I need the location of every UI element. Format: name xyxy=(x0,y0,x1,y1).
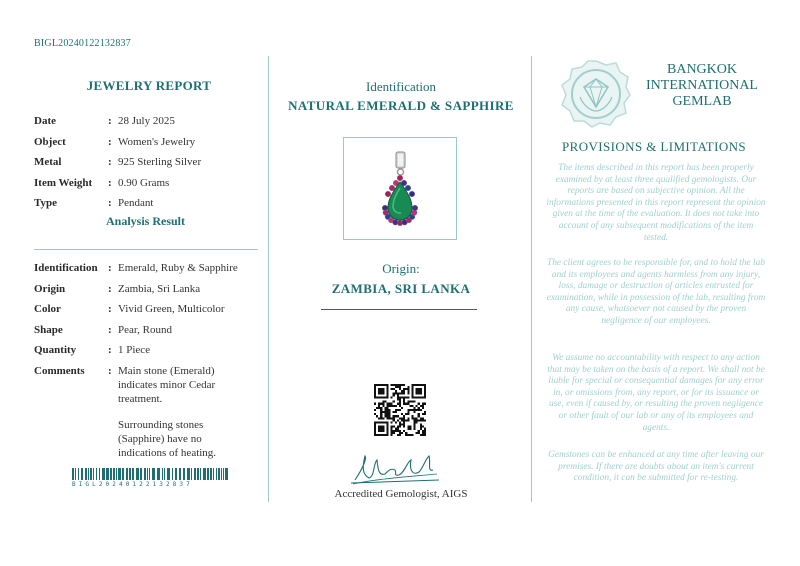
barcode-bar xyxy=(132,468,134,480)
comments-text xyxy=(118,364,264,460)
origin-value: ZAMBIA, SRI LANKA xyxy=(331,281,471,296)
barcode-bar xyxy=(172,468,173,480)
barcode-bar xyxy=(203,468,206,480)
barcode-bar xyxy=(140,468,142,480)
barcode-bar xyxy=(164,468,165,480)
column-divider-right xyxy=(531,56,532,502)
barcode-bar xyxy=(221,468,222,480)
info-label: Object xyxy=(34,135,66,148)
barcode-bar xyxy=(152,468,155,480)
analysis-label: Color xyxy=(34,303,61,315)
identification-value: NATURAL EMERALD & SAPPHIRE xyxy=(288,98,514,113)
barcode-bar xyxy=(118,468,121,480)
provisions-paragraph: Gemstones can be enhanced at any time after leaving our premises. If there are doubts about an item's current condition, it can be submitted for re-testing. xyxy=(548,450,764,484)
analysis-result-title: Analysis Result xyxy=(106,213,186,228)
jewelry-report-title: JEWELRY REPORT xyxy=(86,78,212,93)
info-label: Type xyxy=(34,197,58,209)
barcode-bar xyxy=(157,468,160,480)
item-photo xyxy=(343,137,457,240)
comment-paragraph: Main stone (Emerald) indicates minor Cedar treatment. xyxy=(118,364,216,405)
barcode-bar xyxy=(187,468,190,480)
gemologist-label: Accredited Gemologist, AIGS xyxy=(334,488,468,500)
info-value: Pendant xyxy=(118,197,154,209)
barcode-bar xyxy=(210,468,212,480)
analysis-row-identification: Identification : Emerald, Ruby & Sapphire xyxy=(34,261,264,282)
analysis-label: Quantity xyxy=(34,344,77,356)
barcode-bar xyxy=(99,468,100,480)
jewelry-report-section xyxy=(34,78,264,229)
barcode-bar xyxy=(81,468,83,480)
info-label: Metal xyxy=(34,156,62,168)
analysis-section xyxy=(34,261,264,460)
barcode-bar xyxy=(72,468,74,480)
analysis-value: Emerald, Ruby & Sapphire xyxy=(118,262,238,274)
origin-label: Origin: xyxy=(382,261,420,276)
basic-info-table xyxy=(34,114,264,217)
barcode-bar xyxy=(149,468,150,480)
barcode-bar xyxy=(102,468,105,480)
analysis-value: Pear, Round xyxy=(118,323,172,336)
info-row-object: Object : Women's Jewelry xyxy=(34,135,264,156)
info-row-item-weight: Item Weight : 0.90 Grams xyxy=(34,176,264,197)
barcode-bar xyxy=(194,468,196,480)
analysis-value: Vivid Green, Multicolor xyxy=(118,303,225,315)
analysis-row-shape: Shape : Pear, Round xyxy=(34,323,264,344)
barcode-bar xyxy=(175,468,177,480)
barcode-bar xyxy=(223,468,224,480)
provisions-paragraph: The client agrees to be responsible for, and to hold the lab and its employees and agents harmless from any injury, loss, damage or destruction of articles entrusted for examination, while in possession of the lab, resulting from any cause, whatsoever not caused by the proven negligence of our employees. xyxy=(546,258,766,326)
analysis-row-quantity: Quantity : 1 Piece xyxy=(34,343,264,364)
analysis-label: Shape xyxy=(34,323,63,336)
gemologist-signature xyxy=(345,450,445,490)
pendant-image xyxy=(344,138,456,239)
barcode-bar xyxy=(218,468,220,480)
lab-logo-icon xyxy=(560,59,632,129)
analysis-label: Comments xyxy=(34,364,85,377)
info-value: 0.90 Grams xyxy=(118,176,170,189)
barcode-bar xyxy=(213,468,214,480)
barcode-bar xyxy=(144,468,146,480)
barcode-bar xyxy=(75,468,76,480)
identification-label: Identification xyxy=(365,79,437,94)
analysis-value: 1 Piece xyxy=(118,344,151,356)
barcode-bar xyxy=(96,468,97,480)
barcode-bar xyxy=(136,468,139,480)
barcode-bar xyxy=(147,468,148,480)
analysis-divider xyxy=(34,249,258,250)
barcode-bar xyxy=(191,468,192,480)
barcode-number: BIGL20240122132837 xyxy=(72,481,193,488)
analysis-row-comments: Comments : Main stone (Emerald) indicates minor Cedar treatment. Surrounding stones (Sapphire) have no indications of heating. xyxy=(34,364,264,460)
info-value: 925 Sterling Silver xyxy=(118,156,202,168)
barcode-bar xyxy=(113,468,116,480)
barcode-bar xyxy=(225,468,228,480)
comment-paragraph: Surrounding stones (Sapphire) have no indications of heating. xyxy=(118,418,217,459)
analysis-label: Identification xyxy=(34,262,98,274)
info-row-type: Type : Pendant xyxy=(34,196,264,217)
provisions-paragraph: The items described in this report has been properly examined by at least three qualified gemologists. Our reports are based on subjective opinion. All the informations presented in this report represent the opinion given at the time of the evaluation. It does not take into account of any subsequent modifications of the item tested. xyxy=(546,163,766,243)
info-row-date: Date : 28 July 2025 xyxy=(34,114,264,135)
barcode-bar xyxy=(197,468,200,480)
barcode-bar xyxy=(93,468,94,480)
report-id: BIGL20240122132837 xyxy=(34,38,131,49)
barcode-bar xyxy=(122,468,124,480)
barcode-bar xyxy=(179,468,181,480)
barcode-bar xyxy=(110,468,112,480)
barcode-bar xyxy=(126,468,128,480)
analysis-row-origin: Origin : Zambia, Sri Lanka xyxy=(34,282,264,303)
info-row-metal: Metal : 925 Sterling Silver xyxy=(34,155,264,176)
barcode-bar xyxy=(129,468,131,480)
barcode-bar xyxy=(90,468,92,480)
barcode-bar xyxy=(116,468,117,480)
barcode-bar xyxy=(183,468,185,480)
barcode-bar xyxy=(207,468,209,480)
qr-code xyxy=(374,384,426,436)
analysis-table xyxy=(34,261,264,460)
info-label: Date xyxy=(34,115,56,127)
barcode xyxy=(72,468,230,480)
info-label: Item Weight xyxy=(34,176,93,189)
barcode-bar xyxy=(200,468,201,480)
barcode-bar xyxy=(216,468,217,480)
info-value: 28 July 2025 xyxy=(118,115,175,127)
analysis-value: Zambia, Sri Lanka xyxy=(118,282,201,295)
barcode-bar xyxy=(106,468,109,480)
barcode-bar xyxy=(88,468,89,480)
lab-name: BANGKOK INTERNATIONAL GEMLAB xyxy=(646,62,758,109)
provisions-paragraph: We assume no accountability with respect to any action that may be taken on the basis of a report. We shall not be liable for special or consequential damages for any error in, or omissions from, any report, or for its issuance or use, even if caused by, or resulting the proven negligence or other fault of our lab or any of its employees and agents. xyxy=(547,353,765,433)
analysis-row-color: Color : Vivid Green, Multicolor xyxy=(34,302,264,323)
origin-underline xyxy=(321,309,477,310)
barcode-bar xyxy=(85,468,87,480)
barcode-bar xyxy=(78,468,79,480)
barcode-bar xyxy=(162,468,163,480)
column-divider-left xyxy=(268,56,269,502)
info-value: Women's Jewelry xyxy=(118,135,196,148)
barcode-bar xyxy=(167,468,170,480)
provisions-title: PROVISIONS & LIMITATIONS xyxy=(562,139,747,154)
analysis-label: Origin xyxy=(34,282,66,295)
